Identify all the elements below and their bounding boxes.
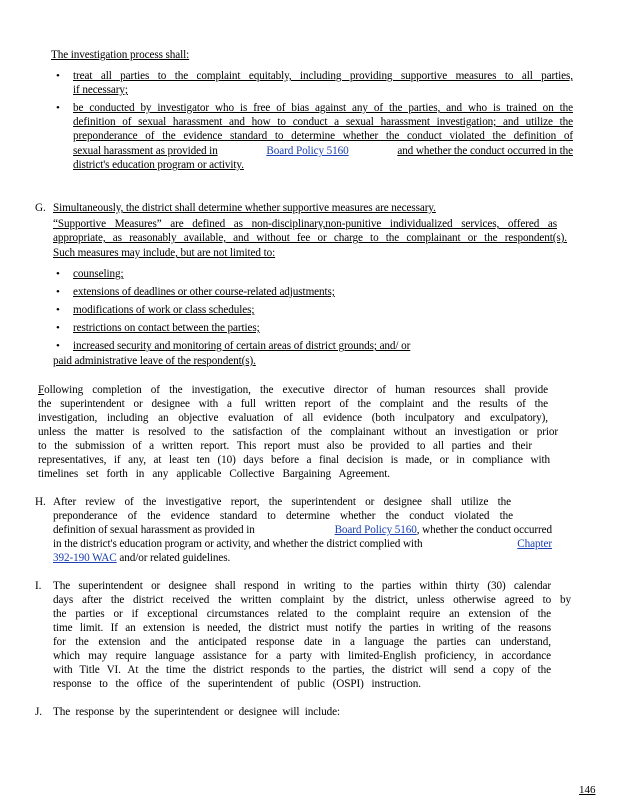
following-line-6: representatives, if any, at least ten (10) days before a final decision is made, or in compliance with xyxy=(38,454,550,466)
section-h-line-2: preponderance of the evidence standard to determine whether the conduct violated the xyxy=(53,510,513,522)
section-i-line-7: with Title VI. At the time the district responds to the parties, the district will send a copy of the xyxy=(53,664,551,676)
bullet-icon: • xyxy=(56,102,60,114)
supportive-item-2: extensions of deadlines or other course-related adjustments; xyxy=(73,286,335,298)
following-line-5: to the submission of a written report. This report must also be provided to all parties and their xyxy=(38,440,532,452)
section-h-text-a: definition of sexual harassment as provided in xyxy=(53,524,255,536)
following-line-2: the superintendent or designee with a full written report of the complaint and the results of the xyxy=(38,398,548,410)
supportive-item-5-continued: paid administrative leave of the respondent(s). xyxy=(53,355,256,367)
wac-392-190-link[interactable]: 392-190 WAC xyxy=(53,552,117,564)
bullet-icon: • xyxy=(56,268,60,280)
section-i-letter: I. xyxy=(35,580,42,592)
following-first-letter: F xyxy=(38,384,45,396)
investigation-heading: The investigation process shall: xyxy=(51,49,190,61)
supportive-item-3: modifications of work or class schedules; xyxy=(73,304,255,316)
following-line-3: investigation, including an objective evaluation of all evidence (both inculpatory and exculpatory), xyxy=(38,412,548,424)
section-i-line-1: The superintendent or designee shall respond in writing to the parties within thirty (30) calendar xyxy=(53,580,551,592)
process-item-2-line-3: preponderance of the evidence standard to determine whether the conduct violated the definition of xyxy=(73,130,573,142)
bullet-icon: • xyxy=(56,304,60,316)
process-item-1-line-2: if necessary; xyxy=(73,84,128,96)
section-g-line-2: “Supportive Measures” are defined as non-disciplinary,non-punitive individualized services, offered as xyxy=(53,218,557,230)
process-item-2-line-4 xyxy=(73,144,573,158)
section-h-letter: H. xyxy=(35,496,46,508)
section-i-line-3: the parties or if exceptional circumstances related to the complaint require an extension of the xyxy=(53,608,551,620)
bullet-icon: • xyxy=(56,322,60,334)
process-item-2-line-1: be conducted by investigator who is free of bias against any of the parties, and who is trained on the xyxy=(73,102,573,114)
following-line-7: timelines set forth in any applicable Collective Bargaining Agreement. xyxy=(38,468,390,480)
section-g-letter: G. xyxy=(35,202,46,214)
section-i-line-4: time limit. If an extension is needed, the district must notify the parties in writing of the reasons xyxy=(53,622,551,634)
section-h-line-1: After review of the investigative report, the superintendent or designee shall utilize the xyxy=(53,496,511,508)
chapter-link[interactable]: Chapter xyxy=(517,538,552,550)
process-item-1-line-1: treat all parties to the complaint equitably, including providing supportive measures to all parties, xyxy=(73,70,573,82)
section-j-letter: J. xyxy=(35,706,42,718)
section-h-line-3 xyxy=(53,523,552,537)
section-g-line-4: Such measures may include, but are not limited to: xyxy=(53,247,276,259)
section-h-line-5 xyxy=(53,551,230,565)
process-item-2-text-a: sexual harassment as provided in xyxy=(73,145,218,157)
section-h-link-group xyxy=(335,523,552,537)
following-line-1 xyxy=(38,383,548,397)
supportive-item-4: restrictions on contact between the parties; xyxy=(73,322,260,334)
bullet-icon: • xyxy=(56,70,60,82)
board-policy-5160-link[interactable]: Board Policy 5160 xyxy=(266,145,349,157)
page-number: 146 xyxy=(579,784,596,796)
process-item-2-text-b: and whether the conduct occurred in the xyxy=(397,145,573,157)
section-g-line-1: Simultaneously, the district shall determine whether supportive measures are necessary. xyxy=(53,202,436,214)
section-i-line-8: response to the office of the superintendent of public (OSPI) instruction. xyxy=(53,678,421,690)
bullet-icon: • xyxy=(56,286,60,298)
process-item-2-line-5: district's education program or activity. xyxy=(73,159,244,171)
supportive-item-1: counseling; xyxy=(73,268,124,280)
section-i-line-6: which may require language assistance for a party with limited-English proficiency, in accordance xyxy=(53,650,551,662)
section-h-text-c: in the district's education program or activity, and whether the district complied with xyxy=(53,538,423,550)
section-i-line-2: days after the district received the written complaint by the district, unless otherwise agreed to by xyxy=(53,594,571,606)
board-policy-5160-link[interactable]: Board Policy 5160 xyxy=(334,524,417,536)
supportive-item-5: increased security and monitoring of certain areas of district grounds; and/ or xyxy=(73,340,411,352)
process-item-2-line-2: definition of sexual harassment and how to conduct a sexual harassment investigation; and utilize the xyxy=(73,116,573,128)
following-line-4: unless the matter is resolved to the satisfaction of the complainant without an investigation or prior xyxy=(38,426,558,438)
section-h-text-b: , whether the conduct occurred xyxy=(416,524,552,536)
section-h-line-4 xyxy=(53,537,552,551)
section-h-text-d: and/or related guidelines. xyxy=(119,552,231,564)
section-i-line-5: for the extension and the anticipated response date in a language the parties can understand, xyxy=(53,636,551,648)
following-line-1-text: ollowing completion of the investigation, the executive director of human resources shall provide xyxy=(44,384,548,396)
section-j-line-1: The response by the superintendent or designee will include: xyxy=(53,706,340,718)
bullet-icon: • xyxy=(56,340,60,352)
section-g-line-3: appropriate, as reasonably available, and without fee or charge to the complainant or the respondent(s). xyxy=(53,232,567,244)
